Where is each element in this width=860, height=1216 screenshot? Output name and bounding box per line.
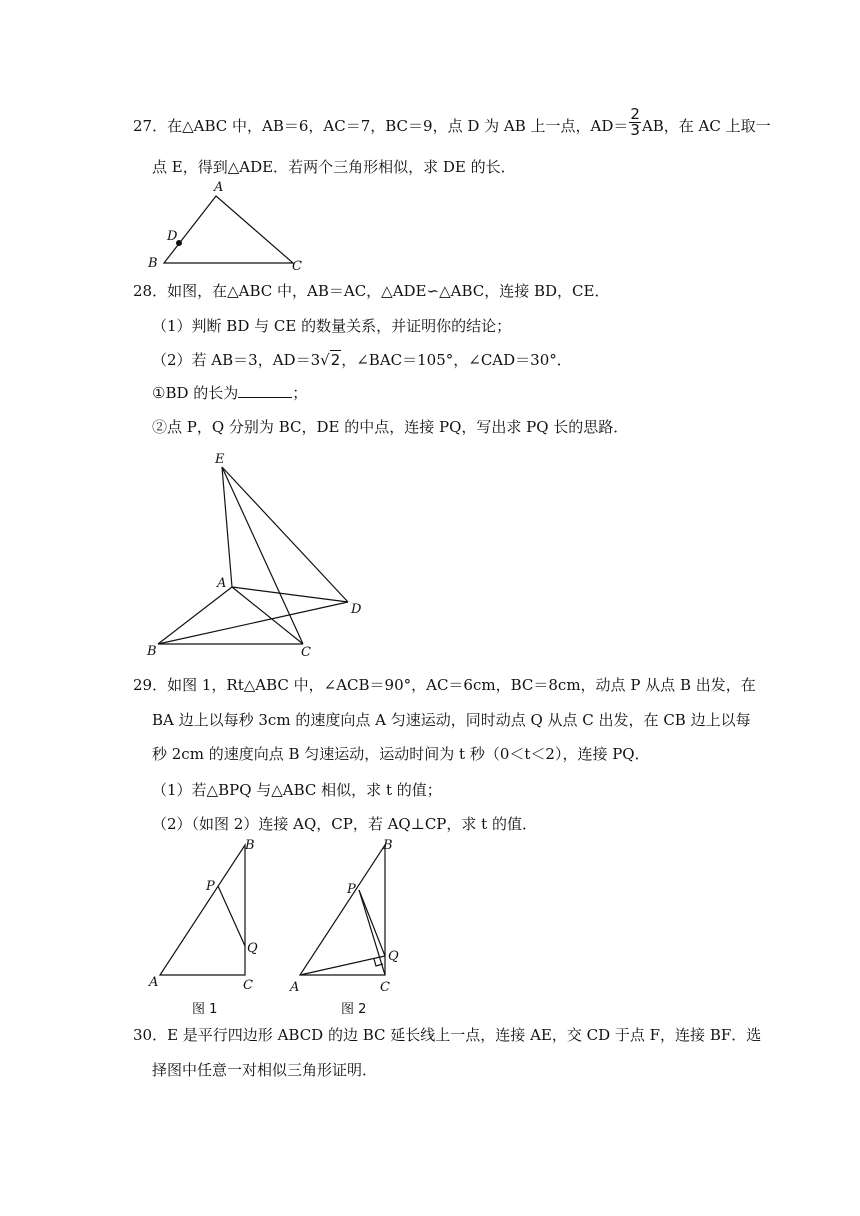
q29-figure-1	[140, 833, 280, 1023]
q28-line-3: （2）若 AB＝3，AD＝3√2，∠BAC＝105°，∠CAD＝30°．	[152, 351, 572, 369]
label-a: A	[149, 975, 159, 990]
label-b: B	[383, 838, 393, 853]
q29-line-3: 秒 2cm 的速度向点 B 匀速运动，运动时间为 t 秒（0＜t＜2），连接 PQ．	[152, 745, 650, 763]
label-e: E	[215, 452, 225, 467]
label-c: C	[380, 980, 390, 995]
q28-line-1: 28．如图，在△ABC 中，AB＝AC，△ADE∽△ABC，连接 BD，CE．	[133, 282, 610, 300]
sqrt-symbol: √2	[320, 351, 341, 369]
fraction-two-thirds: $\frac{2}{3}$	[630, 104, 640, 139]
label-a: A	[214, 180, 224, 195]
label-p: P	[206, 879, 215, 894]
label-p: P	[347, 882, 356, 897]
q30-line-2: 择图中任意一对相似三角形证明．	[152, 1061, 378, 1079]
q28-figure	[140, 445, 380, 660]
q27-line-1: 27．在△ABC 中，AB＝6，AC＝7，BC＝9，点 D 为 AB 上一点，AD＝ $\frac{2}{3}$ AB，在 AC 上取一	[133, 104, 771, 139]
label-c: C	[292, 259, 302, 274]
q29-line-2: BA 边上以每秒 3cm 的速度向点 A 匀速运动，同时动点 Q 从点 C 出发，在 CB 边上以每	[152, 711, 751, 729]
answer-blank	[238, 383, 292, 398]
q30-line-1: 30．E 是平行四边形 ABCD 的边 BC 延长线上一点，连接 AE，交 CD 于点 F，连接 BF．选	[133, 1026, 762, 1044]
label-q: Q	[247, 941, 258, 956]
figure-1-caption: 图 1	[192, 1002, 218, 1017]
label-d: D	[167, 229, 178, 244]
figure-2-caption: 图 2	[341, 1002, 367, 1017]
q27-triangle-figure	[140, 180, 320, 275]
label-a: A	[217, 576, 227, 591]
q29-figure-2	[285, 833, 425, 1023]
label-b: B	[147, 644, 157, 659]
label-d: D	[351, 602, 362, 617]
label-a: A	[290, 980, 300, 995]
label-c: C	[243, 978, 253, 993]
q29-line-5: （2）（如图 2）连接 AQ，CP，若 AQ⊥CP，求 t 的值．	[152, 815, 537, 833]
q28-line-4: ①BD 的长为 ；	[152, 384, 308, 402]
label-b: B	[245, 838, 255, 853]
q29-line-1: 29．如图 1，Rt△ABC 中，∠ACB＝90°，AC＝6cm，BC＝8cm，动点 P 从点 B 出发，在	[133, 676, 756, 694]
q29-line-4: （1）若△BPQ 与△ABC 相似，求 t 的值；	[152, 781, 442, 799]
label-c: C	[301, 645, 311, 660]
q28-line-2: （1）判断 BD 与 CE 的数量关系，并证明你的结论；	[152, 317, 512, 335]
q28-line-5: ②点 P，Q 分别为 BC，DE 的中点，连接 PQ，写出求 PQ 长的思路．	[152, 418, 629, 436]
label-q: Q	[388, 949, 399, 964]
q27-line-2: 点 E，得到△ADE．若两个三角形相似，求 DE 的长．	[152, 158, 516, 176]
label-b: B	[148, 256, 158, 271]
